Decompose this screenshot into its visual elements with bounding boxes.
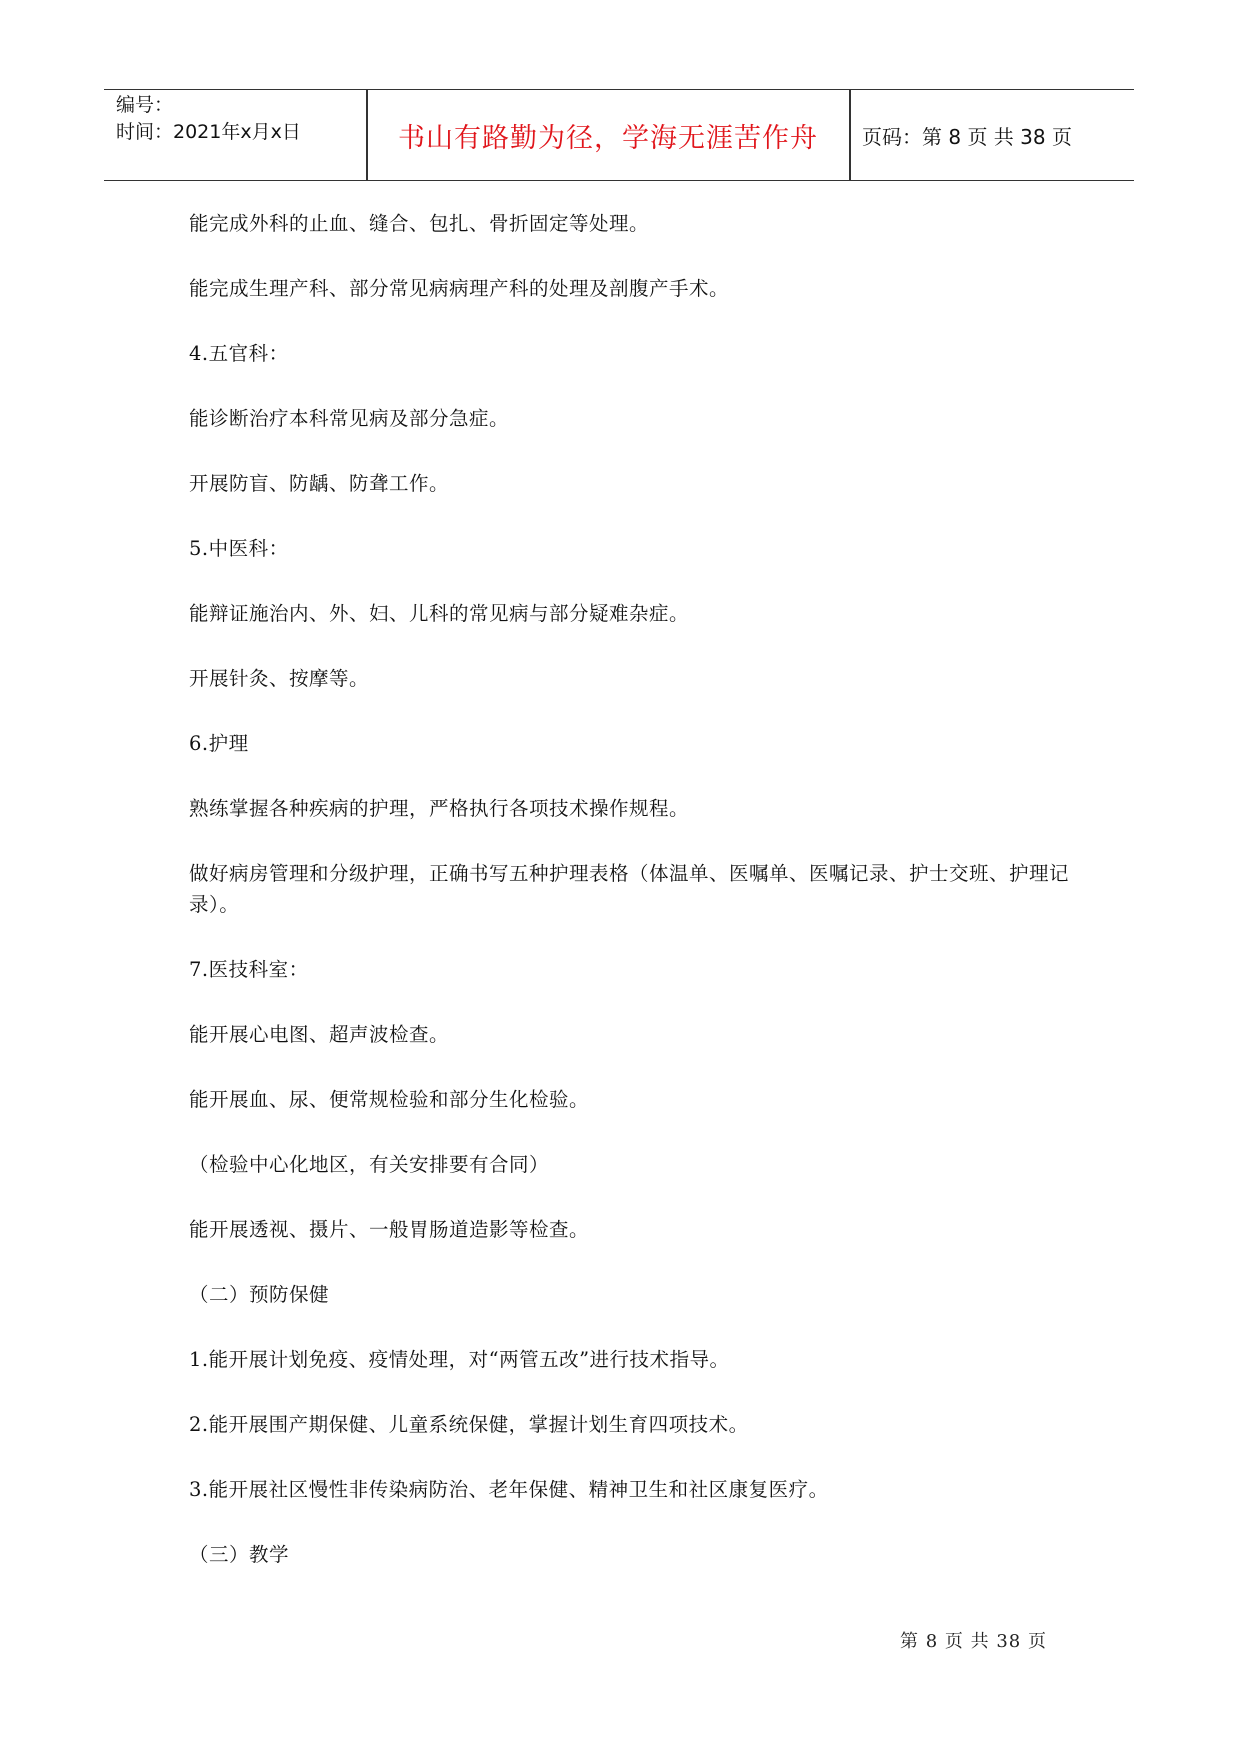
paragraph: 1.能开展计划免疫、疫情处理，对“两管五改”进行技术指导。 xyxy=(189,1348,730,1371)
section-heading: 6.护理 xyxy=(189,732,249,755)
paragraph: 能开展心电图、超声波检查。 xyxy=(189,1023,450,1046)
paragraph: 能开展透视、摄片、一般胃肠道造影等检查。 xyxy=(189,1218,590,1241)
section-heading: 5.中医科： xyxy=(189,537,289,560)
paragraph: 做好病房管理和分级护理，正确书写五种护理表格（体温单、医嘱单、医嘱记录、护士交班、护理记录）。 xyxy=(189,862,1070,916)
paragraph: 2.能开展围产期保健、儿童系统保健，掌握计划生育四项技术。 xyxy=(189,1413,749,1436)
paragraph: 能完成生理产科、部分常见病病理产科的处理及剖腹产手术。 xyxy=(189,277,730,300)
document-date: 时间：2021年x月x日 xyxy=(116,121,301,143)
paragraph: 熟练掌握各种疾病的护理，严格执行各项技术操作规程。 xyxy=(189,797,690,820)
paragraph: 能诊断治疗本科常见病及部分急症。 xyxy=(189,407,510,430)
paragraph: 能辩证施治内、外、妇、儿科的常见病与部分疑难杂症。 xyxy=(189,602,690,625)
header-page-info: 页码：第 8 页 共 38 页 xyxy=(862,124,1072,149)
paragraph: 开展防盲、防龋、防聋工作。 xyxy=(189,472,450,495)
document-body xyxy=(189,208,1069,1604)
section-heading: 4.五官科： xyxy=(189,342,289,365)
page-footer: 第 8 页 共 38 页 xyxy=(900,1631,1047,1652)
paragraph: 开展针灸、按摩等。 xyxy=(189,667,370,690)
document-number-label: 编号： xyxy=(116,94,174,116)
header-divider xyxy=(849,90,851,180)
header-meta xyxy=(116,92,366,146)
section-heading: （二）预防保健 xyxy=(189,1283,330,1306)
section-heading: （三）教学 xyxy=(189,1543,290,1566)
page-header xyxy=(104,89,1134,181)
header-motto: 书山有路勤为径，学海无涯苦作舟 xyxy=(398,122,818,154)
paragraph: 能完成外科的止血、缝合、包扎、骨折固定等处理。 xyxy=(189,212,650,235)
paragraph: 3.能开展社区慢性非传染病防治、老年保健、精神卫生和社区康复医疗。 xyxy=(189,1478,829,1501)
paragraph: （检验中心化地区，有关安排要有合同） xyxy=(189,1153,550,1176)
section-heading: 7.医技科室： xyxy=(189,958,309,981)
paragraph: 能开展血、尿、便常规检验和部分生化检验。 xyxy=(189,1088,590,1111)
